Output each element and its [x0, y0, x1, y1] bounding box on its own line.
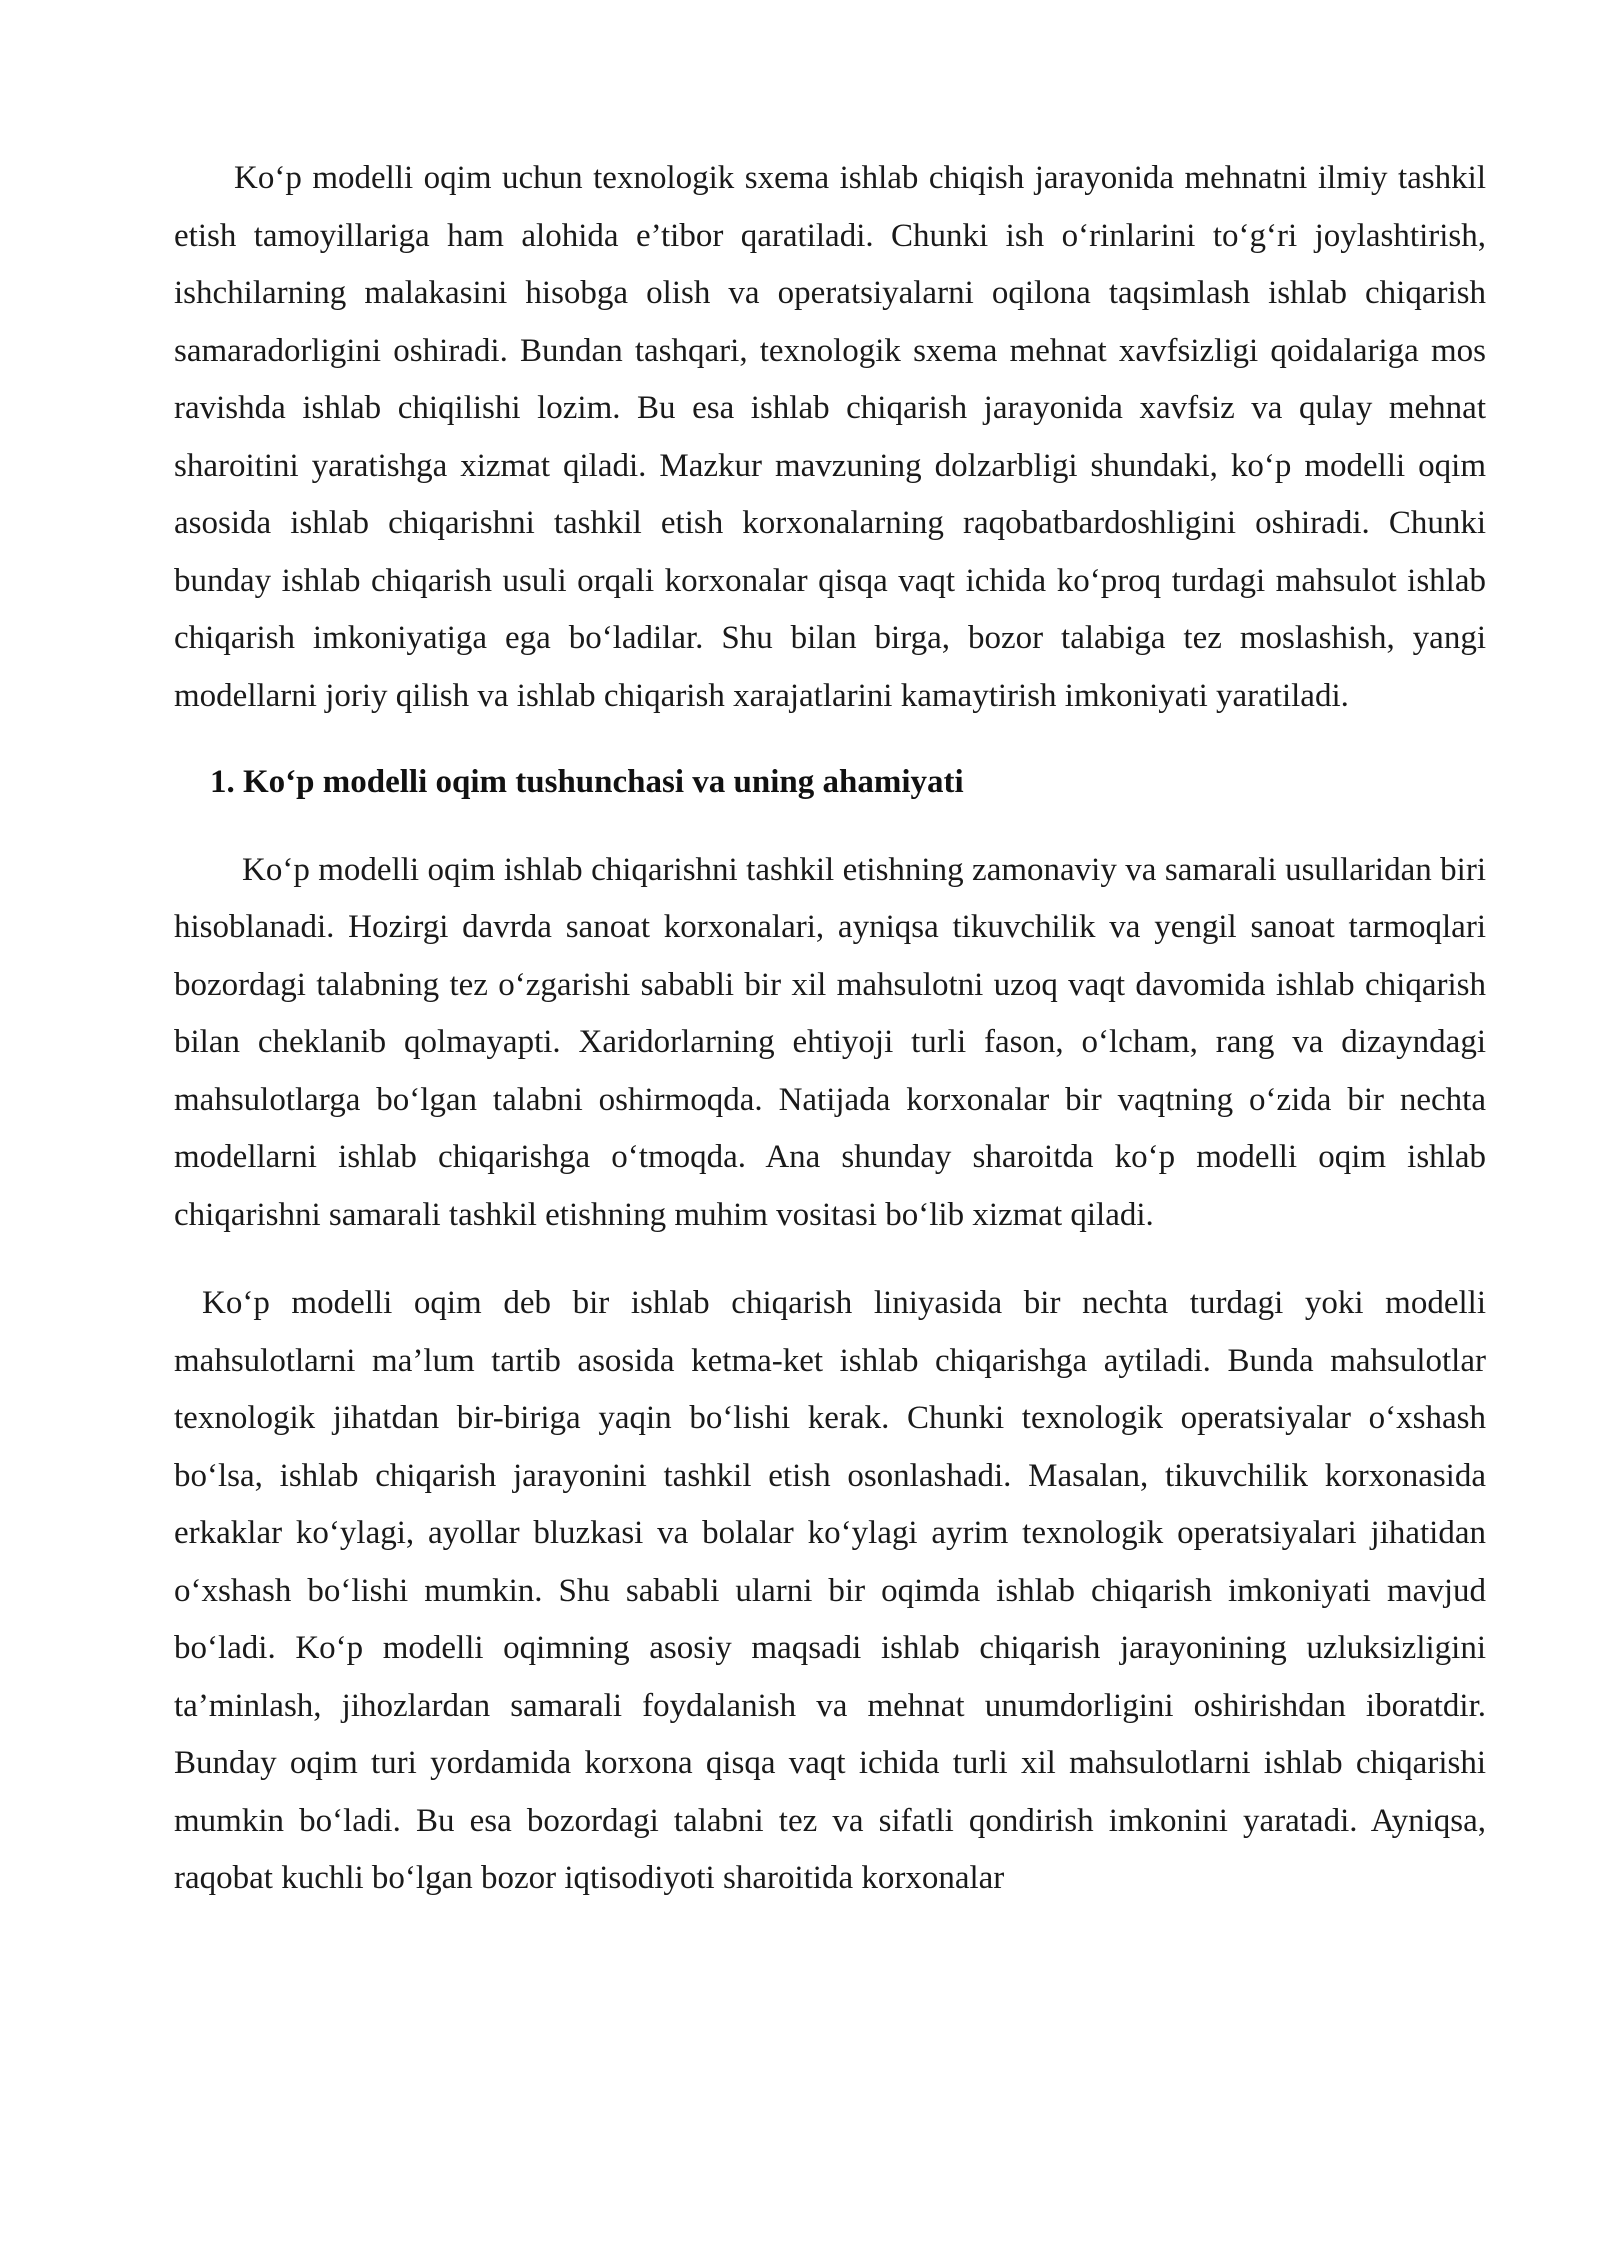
intro-paragraph: Ko‘p modelli oqim uchun texnologik sxema ishlab chiqish jarayonida mehnatni ilmiy tashkil etish tamoyillariga ham alohida e’tibor qaratiladi. Chunki ish o‘rinlarini to‘g‘ri joylashtirish, ishchilarning malakasini hisobga olish va operatsiyalarni oqilona taqsimlash ishlab chiqarish samaradorligini oshiradi. Bundan tashqari, texnologik sxema mehnat xavfsizligi qoidalariga mos ravishda ishlab chiqilishi lozim. Bu esa ishlab chiqarish jarayonida xavfsiz va qulay mehnat sharoitini yaratishga xizmat qiladi. Mazkur mavzuning dolzarbligi shundaki, ko‘p modelli oqim asosida ishlab chiqarishni tashkil etish korxonalarning raqobatbardoshligini oshiradi. Chunki bunday ishlab chiqarish usuli orqali korxonalar qisqa vaqt ichida ko‘proq turdagi mahsulot ishlab chiqarish imkoniyatiga ega bo‘ladilar. Shu bilan birga, bozor talabiga tez moslashish, yangi modellarni joriy qilish va ishlab chiqarish xarajatlarini kamaytirish imkoniyati yaratiladi.	[174, 160, 1486, 714]
section-paragraph-1: Ko‘p modelli oqim ishlab chiqarishni tashkil etishning zamonaviy va samarali usullaridan biri hisoblanadi. Hozirgi davrda sanoat korxonalari, ayniqsa tikuvchilik va yengil sanoat tarmoqlari bozordagi talabning tez o‘zgarishi sababli bir xil mahsulotni uzoq vaqt davomida ishlab chiqarish bilan cheklanib qolmayapti. Xaridorlarning ehtiyoji turli fason, o‘lcham, rang va dizayndagi mahsulotlarga bo‘lgan talabni oshirmoqda. Natijada korxonalar bir vaqtning o‘zida bir nechta modellarni ishlab chiqarishga o‘tmoqda. Ana shunday sharoitda ko‘p modelli oqim ishlab chiqarishni samarali tashkil etishning muhim vositasi bo‘lib xizmat qiladi.	[174, 851, 1486, 1233]
section-heading: 1. Ko‘p modelli oqim tushunchasi va uning ahamiyati	[210, 764, 964, 800]
document-body	[174, 150, 1486, 1908]
section-paragraph-2: Ko‘p modelli oqim deb bir ishlab chiqarish liniyasida bir nechta turdagi yoki modelli mahsulotlarni ma’lum tartib asosida ketma-ket ishlab chiqarishga aytiladi. Bunda mahsulotlar texnologik jihatdan bir-biriga yaqin bo‘lishi kerak. Chunki texnologik operatsiyalar o‘xshash bo‘lsa, ishlab chiqarish jarayonini tashkil etish osonlashadi. Masalan, tikuvchilik korxonasida erkaklar ko‘ylagi, ayollar bluzkasi va bolalar ko‘ylagi ayrim texnologik operatsiyalari jihatidan o‘xshash bo‘lishi mumkin. Shu sababli ularni bir oqimda ishlab chiqarish imkoniyati mavjud bo‘ladi. Ko‘p modelli oqimning asosiy maqsadi ishlab chiqarish jarayonining uzluksizligini ta’minlash, jihozlardan samarali foydalanish va mehnat unumdorligini oshirishdan iboratdir. Bunday oqim turi yordamida korxona qisqa vaqt ichida turli xil mahsulotlarni ishlab chiqarishi mumkin bo‘ladi. Bu esa bozordagi talabni tez va sifatli qondirish imkonini yaratadi. Ayniqsa, raqobat kuchli bo‘lgan bozor iqtisodiyoti sharoitida korxonalar	[174, 1285, 1486, 1896]
